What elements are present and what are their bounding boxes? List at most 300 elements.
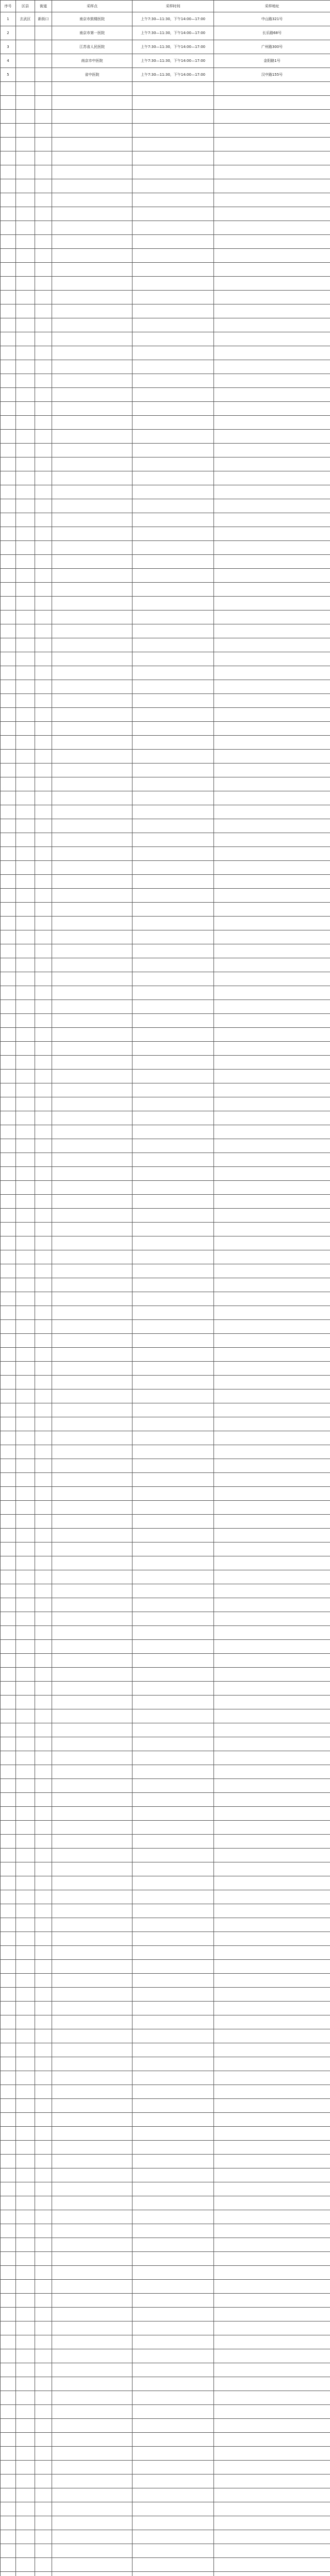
cell-address (214, 2308, 330, 2321)
cell-area (16, 2266, 35, 2280)
cell-area (16, 889, 35, 903)
table-row (1, 1028, 330, 1042)
cell-area (16, 2391, 35, 2405)
table-row (1, 2461, 330, 2475)
cell-address (214, 1543, 330, 1556)
cell-site (52, 833, 133, 847)
table-row (1, 277, 330, 291)
cell-area (16, 903, 35, 917)
cell-address: 汉中路155号 (214, 68, 330, 82)
cell-street (35, 819, 52, 833)
cell-address (214, 1751, 330, 1765)
cell-area (16, 875, 35, 889)
cell-no (1, 805, 16, 819)
cell-site (52, 708, 133, 722)
cell-area (16, 1598, 35, 1612)
cell-time (133, 527, 214, 541)
cell-site (52, 457, 133, 471)
cell-time (133, 1543, 214, 1556)
cell-time (133, 736, 214, 750)
table-row (1, 1153, 330, 1167)
cell-address (214, 638, 330, 652)
table-body (1, 12, 330, 2576)
cell-street (35, 2544, 52, 2558)
cell-site (52, 2015, 133, 2029)
cell-address (214, 652, 330, 666)
cell-no (1, 2127, 16, 2141)
cell-address (214, 1306, 330, 1320)
table-row (1, 1362, 330, 1376)
cell-area (16, 513, 35, 527)
header-area: 区县 (16, 1, 35, 12)
cell-address (214, 903, 330, 917)
table-row (1, 513, 330, 527)
table-row (1, 1292, 330, 1306)
cell-street (35, 2377, 52, 2391)
cell-time (133, 1417, 214, 1431)
cell-site (52, 2433, 133, 2447)
cell-area (16, 638, 35, 652)
cell-site (52, 972, 133, 986)
table-row (1, 1083, 330, 1097)
cell-time (133, 1028, 214, 1042)
cell-no (1, 2057, 16, 2071)
cell-time (133, 2502, 214, 2516)
cell-no (1, 1362, 16, 1376)
cell-area (16, 1417, 35, 1431)
cell-site (52, 2530, 133, 2544)
cell-address (214, 555, 330, 569)
cell-time (133, 430, 214, 444)
cell-no (1, 1195, 16, 1209)
cell-street (35, 2182, 52, 2196)
cell-street (35, 388, 52, 402)
cell-time (133, 777, 214, 791)
cell-area (16, 151, 35, 165)
cell-time (133, 569, 214, 583)
cell-area: 玄武区 (16, 12, 35, 26)
cell-time (133, 1097, 214, 1111)
cell-address (214, 1153, 330, 1167)
cell-area (16, 68, 35, 82)
cell-no (1, 2502, 16, 2516)
cell-no (1, 1334, 16, 1348)
cell-street (35, 444, 52, 457)
cell-address (214, 1709, 330, 1723)
cell-site (52, 318, 133, 332)
table-row (1, 2321, 330, 2335)
cell-site (52, 2475, 133, 2488)
cell-time (133, 541, 214, 555)
cell-address (214, 2238, 330, 2252)
table-row (1, 1543, 330, 1556)
cell-no (1, 374, 16, 388)
cell-street (35, 165, 52, 179)
cell-area (16, 1974, 35, 1988)
cell-time (133, 1250, 214, 1264)
cell-site (52, 2294, 133, 2308)
cell-time (133, 764, 214, 777)
cell-street (35, 1209, 52, 1223)
cell-street (35, 2572, 52, 2576)
table-row (1, 2071, 330, 2085)
cell-address (214, 207, 330, 221)
cell-time (133, 1904, 214, 1918)
cell-no (1, 750, 16, 764)
cell-street (35, 1598, 52, 1612)
cell-time (133, 2029, 214, 2043)
table-row (1, 597, 330, 611)
cell-site (52, 2308, 133, 2321)
cell-address (214, 2363, 330, 2377)
cell-site (52, 1835, 133, 1849)
table-row (1, 471, 330, 485)
cell-address (214, 2155, 330, 2168)
cell-area (16, 2113, 35, 2127)
cell-street (35, 1153, 52, 1167)
cell-area (16, 430, 35, 444)
table-row (1, 2182, 330, 2196)
cell-area (16, 583, 35, 597)
cell-area (16, 1765, 35, 1779)
cell-area (16, 54, 35, 68)
table-row (1, 1195, 330, 1209)
cell-area (16, 2447, 35, 2461)
cell-no (1, 151, 16, 165)
cell-address (214, 1876, 330, 1890)
table-row (1, 2544, 330, 2558)
cell-area (16, 263, 35, 277)
cell-area (16, 1348, 35, 1362)
cell-area (16, 2363, 35, 2377)
cell-street (35, 2141, 52, 2155)
cell-area (16, 485, 35, 499)
cell-area (16, 1543, 35, 1556)
cell-no (1, 2391, 16, 2405)
cell-site (52, 2266, 133, 2280)
cell-street (35, 1376, 52, 1389)
cell-time (133, 2488, 214, 2502)
cell-time (133, 2572, 214, 2576)
cell-street (35, 332, 52, 346)
cell-address (214, 2391, 330, 2405)
cell-street (35, 750, 52, 764)
cell-time (133, 750, 214, 764)
cell-no (1, 2544, 16, 2558)
cell-street (35, 2433, 52, 2447)
cell-address (214, 2558, 330, 2572)
table-row (1, 332, 330, 346)
cell-site (52, 1612, 133, 1626)
cell-street (35, 207, 52, 221)
table-row (1, 291, 330, 304)
cell-area (16, 96, 35, 110)
cell-street (35, 318, 52, 332)
cell-site (52, 903, 133, 917)
cell-no (1, 318, 16, 332)
table-row (1, 680, 330, 694)
cell-time (133, 597, 214, 611)
table-row (1, 1389, 330, 1403)
cell-no (1, 1278, 16, 1292)
cell-street (35, 82, 52, 96)
cell-site (52, 2280, 133, 2294)
cell-street (35, 1431, 52, 1445)
cell-address (214, 318, 330, 332)
cell-time (133, 485, 214, 499)
cell-no (1, 1988, 16, 2002)
cell-street (35, 2475, 52, 2488)
table-row (1, 764, 330, 777)
cell-time (133, 1376, 214, 1389)
table-row (1, 555, 330, 569)
cell-street (35, 1195, 52, 1209)
cell-street (35, 2488, 52, 2502)
cell-no (1, 555, 16, 569)
cell-area (16, 2085, 35, 2099)
cell-no (1, 360, 16, 374)
cell-site (52, 499, 133, 513)
cell-site (52, 1362, 133, 1376)
cell-site (52, 2043, 133, 2057)
cell-site (52, 1125, 133, 1139)
cell-address (214, 1348, 330, 1362)
cell-site (52, 1862, 133, 1876)
cell-site (52, 861, 133, 875)
cell-site (52, 527, 133, 541)
cell-area (16, 2405, 35, 2419)
cell-time (133, 1014, 214, 1028)
cell-no (1, 1181, 16, 1195)
cell-street (35, 1403, 52, 1417)
cell-area (16, 1181, 35, 1195)
cell-site (52, 944, 133, 958)
cell-street (35, 346, 52, 360)
cell-no (1, 1793, 16, 1807)
cell-street (35, 1264, 52, 1278)
cell-address (214, 249, 330, 263)
table-row (1, 1501, 330, 1515)
table-row (1, 875, 330, 889)
cell-no (1, 2377, 16, 2391)
cell-address (214, 1960, 330, 1974)
cell-site (52, 513, 133, 527)
cell-no (1, 179, 16, 193)
cell-address (214, 388, 330, 402)
cell-street (35, 527, 52, 541)
cell-address (214, 2488, 330, 2502)
cell-no (1, 944, 16, 958)
cell-no (1, 2321, 16, 2335)
cell-time (133, 555, 214, 569)
table-row (1, 2266, 330, 2280)
cell-address (214, 430, 330, 444)
table-row (1, 485, 330, 499)
table-row (1, 1696, 330, 1709)
cell-address (214, 2071, 330, 2085)
cell-address (214, 1250, 330, 1264)
table-row (1, 2252, 330, 2266)
cell-no (1, 1014, 16, 1028)
cell-site (52, 2155, 133, 2168)
cell-time (133, 2182, 214, 2196)
table-row (1, 1278, 330, 1292)
cell-street (35, 1320, 52, 1334)
table-row (1, 527, 330, 541)
cell-street (35, 1334, 52, 1348)
cell-address (214, 1376, 330, 1389)
cell-site (52, 777, 133, 791)
cell-time (133, 833, 214, 847)
cell-site (52, 1543, 133, 1556)
cell-area (16, 2349, 35, 2363)
cell-address (214, 583, 330, 597)
cell-area (16, 1209, 35, 1223)
table-row (1, 2502, 330, 2516)
cell-no (1, 2252, 16, 2266)
cell-address (214, 1988, 330, 2002)
cell-area (16, 2419, 35, 2433)
cell-area (16, 1362, 35, 1376)
cell-time (133, 2405, 214, 2419)
cell-area (16, 2043, 35, 2057)
cell-time (133, 138, 214, 151)
cell-no (1, 2280, 16, 2294)
table-row (1, 221, 330, 235)
cell-address (214, 1014, 330, 1028)
cell-no (1, 249, 16, 263)
cell-street (35, 96, 52, 110)
cell-site (52, 2002, 133, 2015)
cell-site (52, 2558, 133, 2572)
cell-area (16, 777, 35, 791)
cell-no (1, 193, 16, 207)
cell-no (1, 2349, 16, 2363)
table-row (1, 1654, 330, 1668)
cell-street (35, 1348, 52, 1362)
cell-site (52, 819, 133, 833)
cell-address (214, 2196, 330, 2210)
cell-time (133, 2057, 214, 2071)
table-row (1, 2280, 330, 2294)
cell-no (1, 972, 16, 986)
cell-address (214, 1668, 330, 1682)
cell-address (214, 235, 330, 249)
table-row (1, 1473, 330, 1487)
cell-site (52, 1376, 133, 1389)
cell-time (133, 2544, 214, 2558)
cell-street (35, 1139, 52, 1153)
cell-time (133, 291, 214, 304)
table-row (1, 2015, 330, 2029)
cell-site (52, 2377, 133, 2391)
cell-no (1, 1779, 16, 1793)
cell-area (16, 1626, 35, 1640)
cell-address (214, 1028, 330, 1042)
cell-street (35, 1612, 52, 1626)
cell-address (214, 485, 330, 499)
cell-time (133, 207, 214, 221)
table-row (1, 1598, 330, 1612)
cell-no: 2 (1, 26, 16, 40)
cell-address (214, 1459, 330, 1473)
cell-time (133, 819, 214, 833)
cell-time (133, 1515, 214, 1529)
cell-no (1, 1348, 16, 1362)
cell-time (133, 1960, 214, 1974)
cell-site (52, 2057, 133, 2071)
cell-no (1, 624, 16, 638)
cell-address (214, 1793, 330, 1807)
table-row (1, 694, 330, 708)
cell-street (35, 374, 52, 388)
cell-site (52, 2349, 133, 2363)
table-row (1, 2377, 330, 2391)
cell-area (16, 986, 35, 1000)
cell-no (1, 1042, 16, 1056)
cell-address (214, 360, 330, 374)
table-row (1, 986, 330, 1000)
cell-area (16, 388, 35, 402)
cell-site (52, 1181, 133, 1195)
cell-no (1, 1821, 16, 1835)
table-row (1, 499, 330, 513)
cell-area (16, 1501, 35, 1515)
cell-address (214, 332, 330, 346)
cell-address (214, 2015, 330, 2029)
cell-time (133, 972, 214, 986)
cell-area (16, 1250, 35, 1264)
cell-street (35, 1779, 52, 1793)
cell-time (133, 2516, 214, 2530)
cell-time (133, 1584, 214, 1598)
table-row (1, 40, 330, 54)
cell-street (35, 764, 52, 777)
cell-no (1, 2141, 16, 2155)
cell-site (52, 221, 133, 235)
cell-area (16, 2530, 35, 2544)
cell-time (133, 2085, 214, 2099)
cell-street (35, 1014, 52, 1028)
cell-street (35, 903, 52, 917)
table-row (1, 750, 330, 764)
cell-time (133, 1598, 214, 1612)
cell-time (133, 638, 214, 652)
cell-site (52, 1640, 133, 1654)
cell-site (52, 1960, 133, 1974)
cell-no (1, 1570, 16, 1584)
cell-time (133, 2377, 214, 2391)
cell-address (214, 736, 330, 750)
cell-address (214, 708, 330, 722)
cell-no (1, 2558, 16, 2572)
cell-no (1, 2294, 16, 2308)
cell-street (35, 2530, 52, 2544)
cell-time (133, 1473, 214, 1487)
cell-no (1, 1640, 16, 1654)
cell-no (1, 2029, 16, 2043)
cell-site (52, 791, 133, 805)
table-row (1, 2294, 330, 2308)
table-row (1, 666, 330, 680)
cell-time (133, 930, 214, 944)
cell-street (35, 1223, 52, 1236)
table-row (1, 2085, 330, 2099)
cell-area (16, 2461, 35, 2475)
cell-site (52, 332, 133, 346)
cell-site (52, 249, 133, 263)
cell-site (52, 374, 133, 388)
